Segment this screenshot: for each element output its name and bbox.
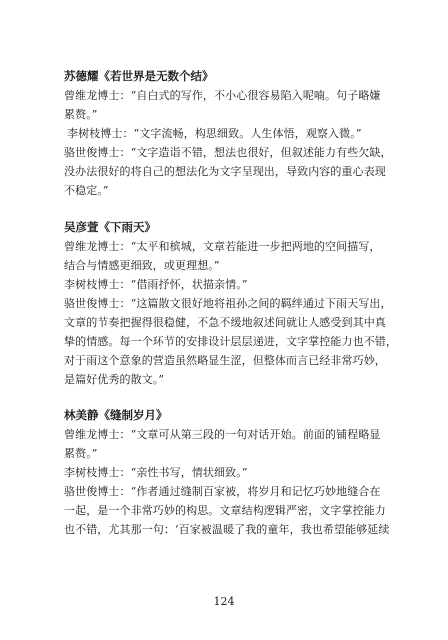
comment-line: 也不错，尤其那一句：‘百家被温暖了我的童年，我也希望能够延续 (64, 523, 390, 536)
comment-line: 累赘。” (64, 108, 98, 121)
comment-line: 结合与情感更细致，或更理想。” (64, 259, 220, 272)
comment-line: 曾维龙博士：“自白式的写作，不小心很容易陷入呢喃。句子略嫌 (64, 89, 381, 102)
comment-line: 对于雨这个意象的营造虽然略显生涩，但整体而言已经非常巧妙， (64, 354, 386, 367)
section-title: 苏德耀《若世界是无数个结》 (64, 69, 214, 83)
comment-line: 累赘。” (64, 447, 98, 460)
page-number: 124 (213, 595, 235, 608)
comment-line: 李树枝博士：“亲性书写，情状细致。” (64, 466, 248, 479)
comment-line: 曾维龙博士：“太平和槟城，文章若能进一步把两地的空间描写， (64, 240, 381, 253)
comment-line: 骆世俊博士：“作者通过缝制百家被，将岁月和记忆巧妙地缝合在 (64, 485, 381, 498)
comment-line: 骆世俊博士：“文字造诣不错，想法也很好，但叙述能力有些欠缺， (64, 146, 392, 159)
comment-line: 文章的节奏把握得很稳健，不急不缓地叙述间就让人感受到其中真 (64, 316, 386, 329)
comment-line: 骆世俊博士：“这篇散文很好地将祖孙之间的羁绊通过下雨天写出， (64, 297, 392, 310)
review-section-3 (64, 406, 396, 539)
comment-line: 挚的情感。每一个环节的安排设计层层递进，文字掌控能力也不错， (64, 335, 397, 348)
comment-line: 一起，是一个非常巧妙的构思。文章结构逻辑严密，文字掌控能力 (64, 504, 386, 517)
comment-line: 不稳定。” (64, 184, 109, 197)
review-section-1 (64, 67, 396, 200)
comment-line: 是篇好优秀的散文。” (64, 373, 165, 386)
comment-line: 曾维龙博士：“文章可从第三段的一句对话开始。前面的铺程略显 (64, 428, 381, 441)
review-section-2 (64, 218, 396, 389)
comment-line: 李树枝博士：“文字流畅，构思细致。人生体悟，观察入微。” (67, 127, 362, 140)
section-title: 林美静《缝制岁月》 (64, 408, 168, 422)
section-title: 吴彦萱《下雨天》 (64, 220, 156, 234)
comment-line: 没办法很好的将自己的想法化为文字呈现出，导致内容的重心表现 (64, 165, 386, 178)
comment-line: 李树枝博士：“借雨抒怀，状描亲情。” (64, 278, 248, 291)
